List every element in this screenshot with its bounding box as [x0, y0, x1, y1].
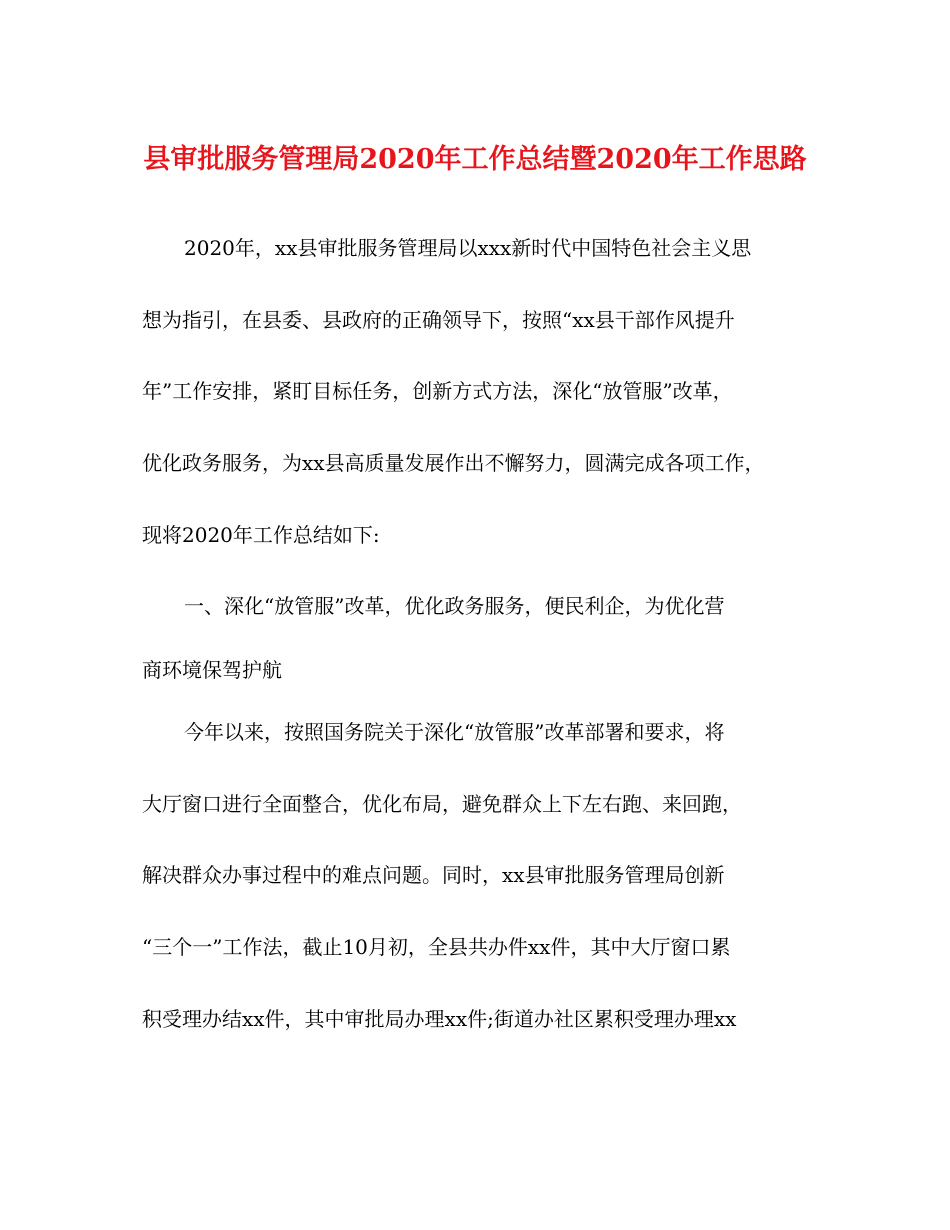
- paragraph-line: 2020年，xx县审批服务管理局以xxx新时代中国特色社会主义思: [184, 236, 752, 260]
- paragraph-line: “三个一”工作法，截止10月初，全县共办件xx件，其中大厅窗口累: [142, 935, 731, 959]
- document-title: 县审批服务管理局2020年工作总结暨2020年工作思路: [143, 144, 807, 175]
- paragraph-line: 想为指引，在县委、县政府的正确领导下，按照“xx县干部作风提升: [142, 308, 735, 332]
- paragraph-line: 大厅窗口进行全面整合，优化布局，避免群众上下左右跑、来回跑，: [142, 792, 742, 816]
- paragraph-line: 年”工作安排，紧盯目标任务，创新方式方法，深化“放管服”改革，: [142, 379, 733, 403]
- paragraph-line: 积受理办结xx件，其中审批局办理xx件;街道办社区累积受理办理xx: [142, 1007, 737, 1031]
- paragraph-line: 今年以来，按照国务院关于深化“放管服”改革部署和要求，将: [184, 720, 725, 744]
- paragraph-line: 现将2020年工作总结如下:: [142, 523, 380, 547]
- paragraph-line: 解决群众办事过程中的难点问题。同时，xx县审批服务管理局创新: [142, 863, 725, 887]
- section-heading-line: 商环境保驾护航: [142, 658, 282, 682]
- section-heading-line: 一、深化“放管服”改革，优化政务服务，便民利企，为优化营: [184, 594, 725, 618]
- paragraph-line: 优化政务服务，为xx县高质量发展作出不懈努力，圆满完成各项工作，: [142, 451, 765, 475]
